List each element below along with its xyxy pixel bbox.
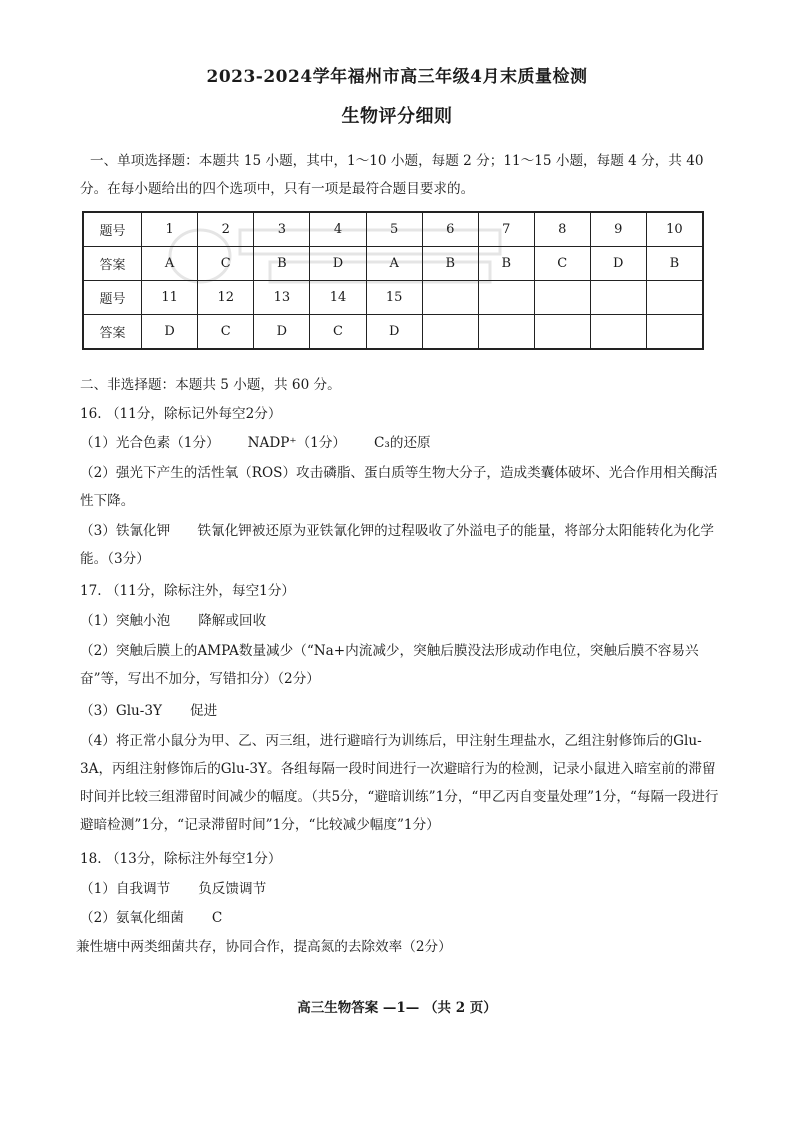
q18-part1 — [80, 875, 720, 903]
answer-cell: D — [254, 315, 310, 350]
empty-cell — [534, 315, 590, 350]
empty-cell — [422, 281, 478, 315]
q18-part2 — [80, 904, 720, 932]
empty-cell — [422, 315, 478, 350]
q18-part1-a: （1）自我调节 — [80, 881, 171, 897]
page-footer: 高三生物答案 —1— （共 2 页） — [297, 1000, 497, 1016]
question-number: 7 — [478, 212, 534, 247]
question-number: 9 — [590, 212, 646, 247]
row-label-question: 题号 — [83, 281, 142, 315]
empty-cell — [590, 281, 646, 315]
question-number: 12 — [198, 281, 254, 315]
section2-intro: 二、非选择题：本题共 5 小题，共 60 分。 — [80, 377, 341, 393]
q18-part1-b: 负反馈调节 — [198, 881, 267, 897]
answer-cell: D — [310, 247, 366, 281]
answer-cell: C — [534, 247, 590, 281]
q17-part1-b: 降解或回收 — [198, 613, 267, 629]
q16-part1-b: NADP⁺（1分） — [247, 435, 347, 451]
answer-cell: B — [646, 247, 703, 281]
page-title: 2023-2024学年福州市高三年级4月末质量检测 — [206, 67, 588, 87]
page-subtitle: 生物评分细则 — [341, 106, 453, 127]
table-row — [83, 212, 703, 247]
empty-cell — [478, 281, 534, 315]
q17-part1 — [80, 607, 720, 635]
table-row — [83, 281, 703, 315]
q18-part2-b: C — [211, 910, 223, 926]
answer-cell: C — [198, 247, 254, 281]
empty-cell — [478, 315, 534, 350]
answer-cell: D — [590, 247, 646, 281]
answer-cell: D — [142, 315, 198, 350]
question-number: 11 — [142, 281, 198, 315]
question-number: 6 — [422, 212, 478, 247]
q17-part2: （2）突触后膜上的AMPA数量减少（“Na+内流减少，突触后膜没法形成动作电位，突触后膜不容易兴奋”等，写出不加分，写错扣分）（2分） — [80, 643, 699, 687]
section1-intro: 一、单项选择题：本题共 15 小题，其中，1～10 小题，每题 2 分；11～15 小题，每题 4 分，共 40 分。在每小题给出的四个选项中，只有一项是最符合题目要求的。 — [80, 153, 704, 197]
answer-cell: B — [422, 247, 478, 281]
question-number: 2 — [198, 212, 254, 247]
q17-heading: 17. （11分，除标注外，每空1分） — [80, 583, 296, 599]
question-number: 4 — [310, 212, 366, 247]
question-number: 3 — [254, 212, 310, 247]
row-label-question: 题号 — [83, 212, 142, 247]
question-number: 14 — [310, 281, 366, 315]
empty-cell — [646, 281, 703, 315]
q16-part1-a: （1）光合色素（1分） — [80, 435, 220, 451]
table-row — [83, 315, 703, 350]
q16-part1-c: C₃的还原 — [374, 435, 431, 451]
empty-cell — [646, 315, 703, 350]
row-label-answer: 答案 — [83, 247, 142, 281]
q17-part1-a: （1）突触小泡 — [80, 613, 171, 629]
question-number: 10 — [646, 212, 703, 247]
answer-table — [82, 211, 704, 350]
row-label-answer: 答案 — [83, 315, 142, 350]
empty-cell — [590, 315, 646, 350]
q16-part3: （3）铁氰化钾 铁氰化钾被还原为亚铁氰化钾的过程吸收了外溢电子的能量，将部分太阳能转化为化学能。（3分） — [80, 523, 714, 567]
q18-heading: 18. （13分，除标注外每空1分） — [80, 851, 282, 867]
q17-part3 — [80, 697, 720, 725]
q18-part2-a: （2）氨氧化细菌 — [80, 910, 184, 926]
q17-part4: （4）将正常小鼠分为甲、乙、丙三组，进行避暗行为训练后，甲注射生理盐水，乙组注射修饰后的Glu-3A，丙组注射修饰后的Glu-3Y。各组每隔一段时间进行一次避暗行为的检测，记录小鼠进入暗室前的滞留时间并比较三组滞留时间减少的幅度。（共5分，“避暗训练”1分，“甲乙丙自变量处理”1分，“每隔一段进行避暗检测”1分，“记录滞留时间”1分，“比较减少幅度”1分） — [80, 733, 719, 833]
q17-part3-b: 促进 — [190, 703, 218, 719]
question-number: 1 — [142, 212, 198, 247]
table-row — [83, 247, 703, 281]
empty-cell — [534, 281, 590, 315]
answer-cell: A — [142, 247, 198, 281]
q17-part3-a: （3）Glu-3Y — [80, 703, 163, 719]
answer-cell: C — [310, 315, 366, 350]
answer-cell: C — [198, 315, 254, 350]
answer-cell: A — [366, 247, 422, 281]
q16-part1 — [80, 429, 720, 457]
question-number: 8 — [534, 212, 590, 247]
q16-heading: 16. （11分，除标记外每空2分） — [80, 406, 282, 422]
answer-cell: B — [478, 247, 534, 281]
q16-part2: （2）强光下产生的活性氧（ROS）攻击磷脂、蛋白质等生物大分子，造成类囊体破坏、光合作用相关酶活性下降。 — [80, 465, 718, 509]
answer-cell: B — [254, 247, 310, 281]
q18-part3: 兼性塘中两类细菌共存，协同合作，提高氮的去除效率（2分） — [76, 939, 452, 955]
answer-cell: D — [366, 315, 422, 350]
question-number: 5 — [366, 212, 422, 247]
question-number: 15 — [366, 281, 422, 315]
question-number: 13 — [254, 281, 310, 315]
